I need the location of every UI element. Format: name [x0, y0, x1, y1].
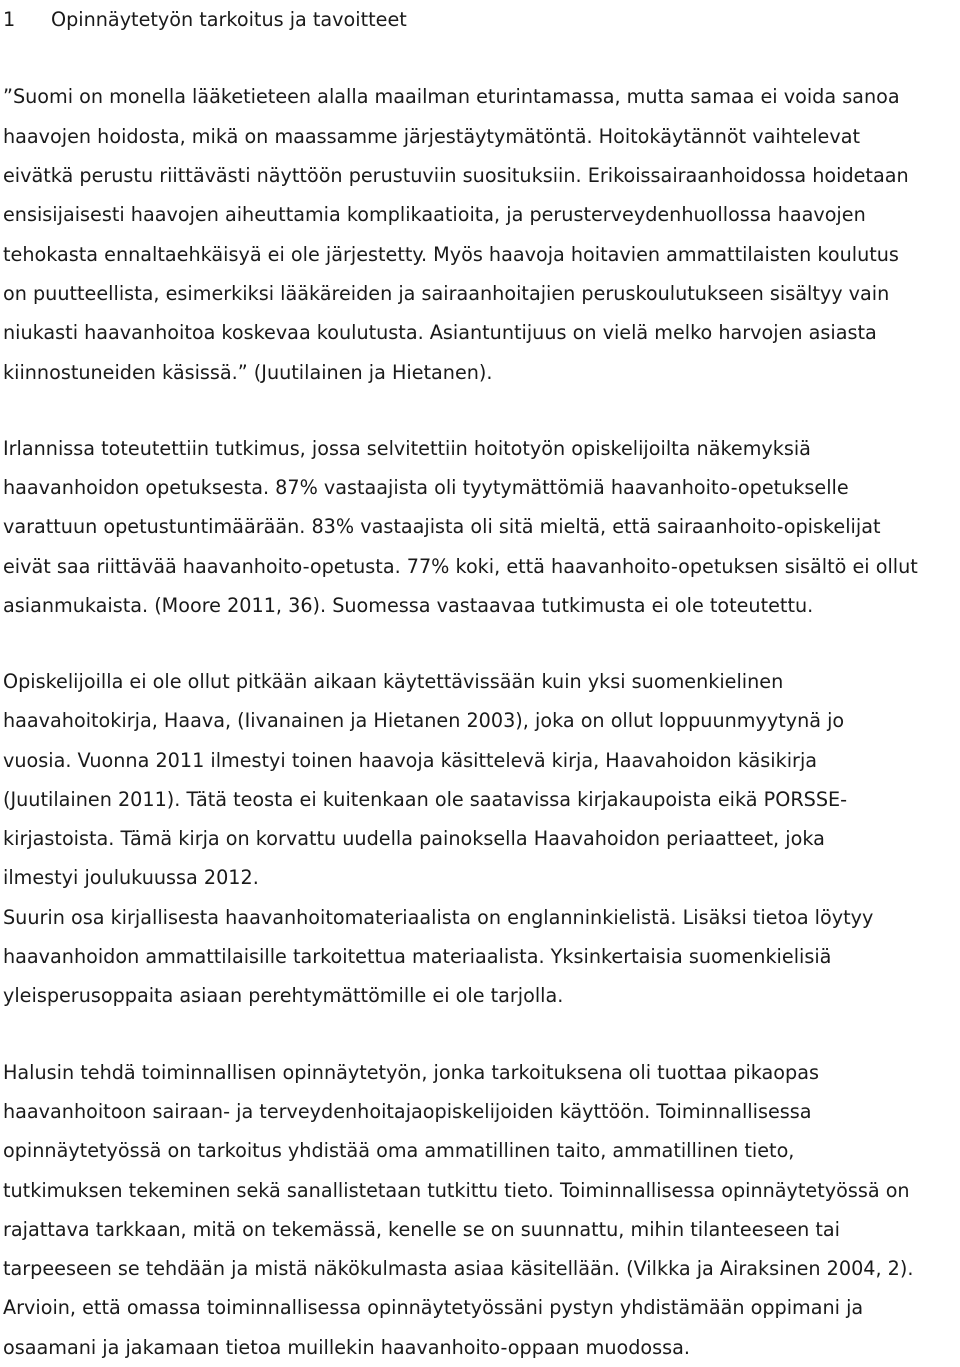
text-line: eivätkä perustu riittävästi näyttöön perustuviin suosituksiin. Erikoissairaanhoidossa hoidetaan	[3, 164, 909, 188]
heading-spacer	[3, 39, 957, 77]
text-line: Halusin tehdä toiminnallisen opinnäytetyön, jonka tarkoituksena oli tuottaa pikaopas	[3, 1060, 819, 1084]
section-heading	[3, 0, 957, 39]
text-line: haavahoitokirja, Haava, (Iivanainen ja Hietanen 2003), joka on ollut loppuunmyytynä jo	[3, 709, 845, 733]
text-line: haavanhoidon ammattilaisille tarkoitettua materiaalista. Yksinkertaisia suomenkielisiä	[3, 945, 832, 969]
text-line: osaamani ja jakamaan tietoa muillekin haavanhoito-oppaan muodossa.	[3, 1335, 691, 1359]
text-line: haavojen hoidosta, mikä on maassamme järjestäytymätöntä. Hoitokäytännöt vaihtelevat	[3, 124, 860, 148]
text-line: Opiskelijoilla ei ole ollut pitkään aikaan käytettävissään kuin yksi suomenkielinen	[3, 669, 784, 693]
text-line: rajattava tarkkaan, mitä on tekemässä, kenelle se on suunnattu, mihin tilanteeseen tai	[3, 1217, 840, 1241]
paragraph-materials	[3, 898, 957, 1016]
section-number: 1	[3, 8, 16, 31]
text-line: (Juutilainen 2011). Tätä teosta ei kuitenkaan ole saatavissa kirjakaupoista eikä PORSSE-	[3, 787, 848, 811]
paragraph-study	[3, 429, 957, 625]
text-line: kirjastoista. Tämä kirja on korvattu uudella painoksella Haavahoidon periaatteet, joka	[3, 827, 825, 851]
text-line: on puutteellista, esimerkiksi lääkäreiden ja sairaanhoitajien peruskoulutukseen sisältyy vain	[3, 281, 890, 305]
paragraph-purpose	[3, 1053, 957, 1367]
text-line: Arvioin, että omassa toiminnallisessa opinnäytetyössäni pystyn yhdistämään oppimani ja	[3, 1296, 864, 1320]
paragraph-books	[3, 662, 957, 898]
text-line: yleisperusoppaita asiaan perehtymättömille ei ole tarjolla.	[3, 984, 564, 1008]
text-line: niukasti haavanhoitoa koskevaa koulutusta. Asiantuntijuus on vielä melko harvojen asiasta	[3, 321, 877, 345]
text-line: ”Suomi on monella lääketieteen alalla maailman eturintamassa, mutta samaa ei voida sanoa	[3, 85, 900, 109]
text-line: Suurin osa kirjallisesta haavanhoitomateriaalista on englanninkielistä. Lisäksi tietoa löytyy	[3, 905, 874, 929]
section-title: Opinnäytetyön tarkoitus ja tavoitteet	[51, 8, 407, 31]
text-line: vuosia. Vuonna 2011 ilmestyi toinen haavoja käsittelevä kirja, Haavahoidon käsikirja	[3, 748, 818, 772]
paragraph-spacer	[3, 392, 957, 429]
text-line: opinnäytetyössä on tarkoitus yhdistää oma ammatillinen taito, ammatillinen tieto,	[3, 1139, 795, 1163]
paragraph-quote	[3, 77, 957, 391]
text-line: kiinnostuneiden käsissä.” (Juutilainen ja Hietanen).	[3, 360, 493, 384]
text-line: varattuun opetustuntimäärään. 83% vastaajista oli sitä mieltä, että sairaanhoito-opiskelijat	[3, 515, 881, 539]
text-line: tarpeeseen se tehdään ja mistä näkökulmasta asiaa käsitellään. (Vilkka ja Airaksinen 2004, 2).	[3, 1257, 914, 1281]
text-line: asianmukaista. (Moore 2011, 36). Suomessa vastaavaa tutkimusta ei ole toteutettu.	[3, 593, 814, 617]
text-line: haavanhoitoon sairaan- ja terveydenhoitajaopiskelijoiden käyttöön. Toiminnallisessa	[3, 1100, 812, 1123]
text-line: ilmestyi joulukuussa 2012.	[3, 866, 259, 890]
paragraph-spacer	[3, 625, 957, 662]
text-line: ensisijaisesti haavojen aiheuttamia komplikaatioita, ja perusterveydenhuollossa haavojen	[3, 203, 866, 227]
text-line: eivät saa riittävää haavanhoito-opetusta. 77% koki, että haavanhoito-opetuksen sisältö ei ollut	[3, 554, 918, 578]
text-line: tutkimuksen tekeminen sekä sanallistetaan tutkittu tieto. Toiminnallisessa opinnäytetyössä on	[3, 1178, 910, 1202]
text-line: tehokasta ennaltaehkäisyä ei ole järjestetty. Myös haavoja hoitavien ammattilaisten koulutus	[3, 242, 899, 266]
document-page	[3, 0, 957, 1367]
paragraph-spacer	[3, 1016, 957, 1053]
text-line: haavanhoidon opetuksesta. 87% vastaajista oli tyytymättömiä haavanhoito-opetukselle	[3, 475, 849, 499]
text-line: Irlannissa toteutettiin tutkimus, jossa selvitettiin hoitotyön opiskelijoilta näkemyksiä	[3, 436, 811, 460]
